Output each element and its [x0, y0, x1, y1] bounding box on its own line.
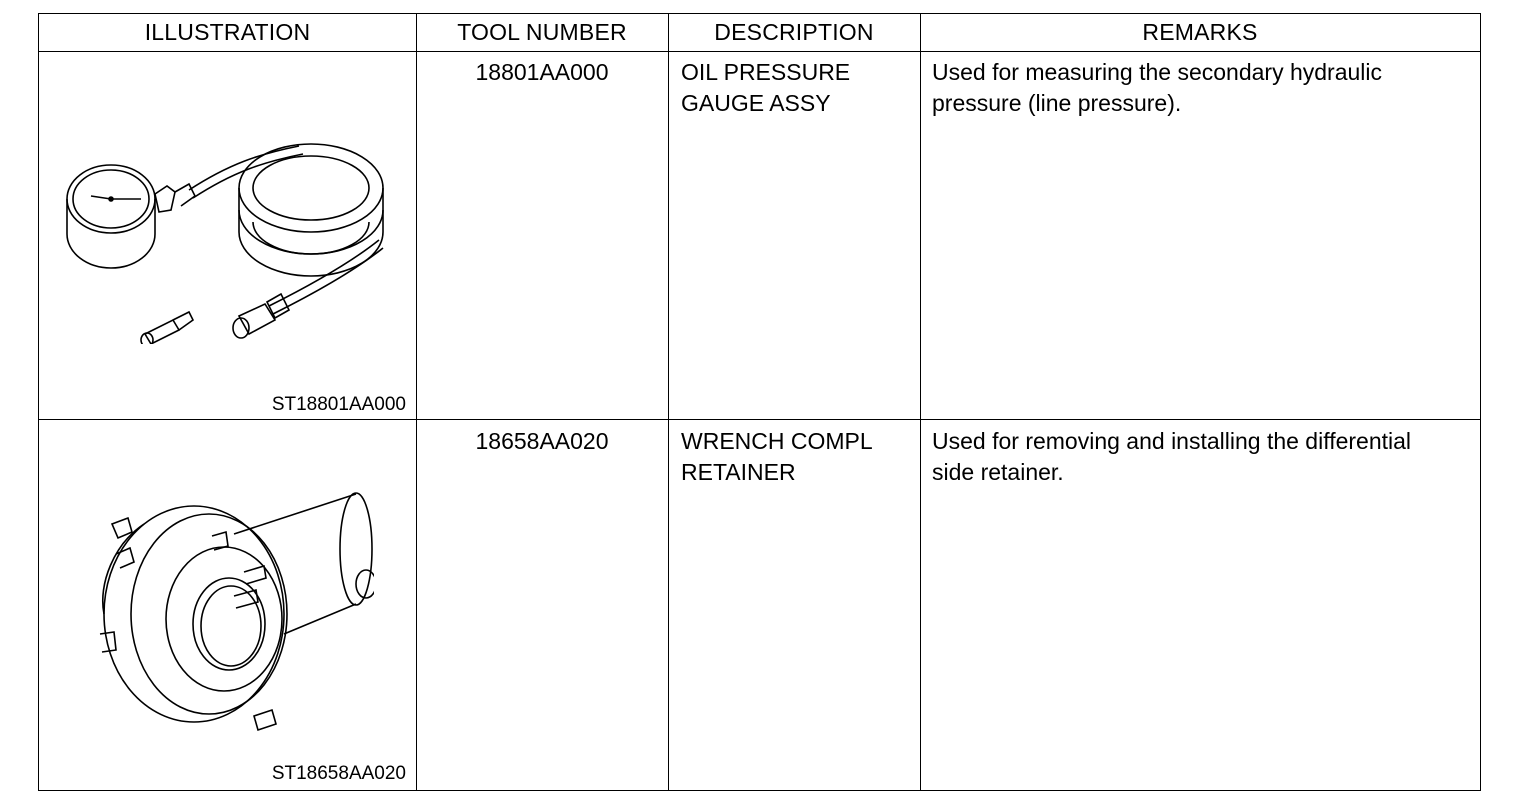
illustration-part-number: ST18658AA020	[271, 763, 406, 784]
row-divider	[39, 419, 1480, 420]
header-illustration: ILLUSTRATION	[144, 19, 311, 45]
description	[681, 426, 917, 488]
header-tool-number: TOOL NUMBER	[457, 19, 627, 45]
header-remarks: REMARKS	[1142, 19, 1258, 45]
oil-pressure-gauge-icon	[49, 114, 409, 344]
column-divider	[416, 14, 417, 790]
description	[681, 57, 917, 119]
description-line: OIL PRESSURE	[681, 59, 851, 85]
column-divider	[920, 14, 921, 790]
remarks-line: side retainer.	[932, 459, 1064, 485]
remarks-line: Used for measuring the secondary hydraulic	[932, 59, 1383, 85]
illustration-part-number: ST18801AA000	[271, 394, 406, 415]
header-description: DESCRIPTION	[714, 19, 874, 45]
description-line: GAUGE ASSY	[681, 90, 831, 116]
remarks	[932, 426, 1477, 488]
tool-number: 18658AA020	[475, 428, 609, 454]
remarks-line: Used for removing and installing the differential	[932, 428, 1412, 454]
retainer-wrench-icon	[94, 484, 374, 744]
column-divider	[668, 14, 669, 790]
header-divider	[39, 51, 1480, 52]
tool-number: 18801AA000	[475, 59, 609, 85]
description-line: RETAINER	[681, 459, 796, 485]
remarks	[932, 57, 1477, 119]
remarks-line: pressure (line pressure).	[932, 90, 1182, 116]
description-line: WRENCH COMPL	[681, 428, 873, 454]
special-tools-table	[38, 13, 1481, 791]
